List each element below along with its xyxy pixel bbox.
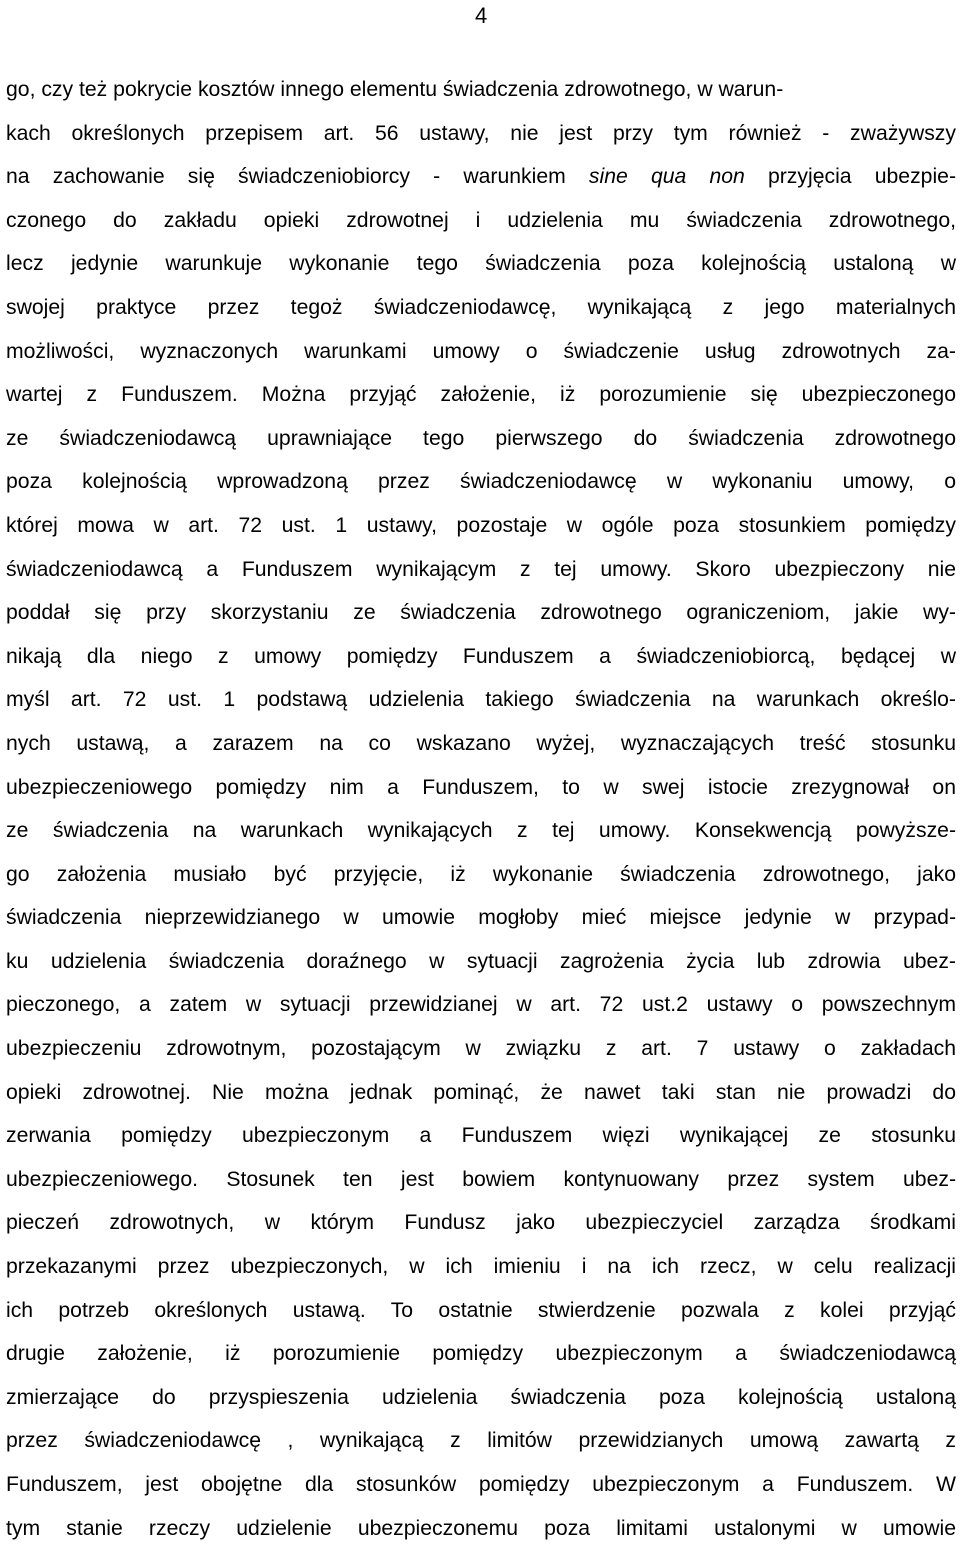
page-number: 4 [475, 3, 488, 28]
text-line: nych ustawą, a zarazem na co wskazano wyżej, wyznaczających treść stosunku [6, 731, 956, 755]
text-line: ku udzielenia świadczenia doraźnego w sytuacji zagrożenia życia lub zdrowia ubez- [6, 949, 956, 973]
text-line: zerwania pomiędzy ubezpieczonym a Funduszem więzi wynikającej ze stosunku [6, 1124, 956, 1148]
text-line: przekazanymi przez ubezpieczonych, w ich imieniu i na ich rzecz, w celu realizacji [6, 1255, 956, 1279]
text-line: czonego do zakładu opieki zdrowotnej i udzielenia mu świadczenia zdrowotnego, [6, 208, 956, 232]
italic-phrase: sine qua non [588, 165, 745, 189]
text-line: kach określonych przepisem art. 56 ustawy, nie jest przy tym również - zważywszy [6, 121, 956, 145]
text-line: go, czy też pokrycie kosztów innego elementu świadczenia zdrowotnego, w warun- [6, 78, 784, 101]
text-line: go założenia musiało być przyjęcie, iż wykonanie świadczenia zdrowotnego, jako [6, 862, 956, 886]
text-line: możliwości, wyznaczonych warunkami umowy o świadczenie usług zdrowotnych za- [6, 339, 956, 363]
text-line: ze świadczenia na warunkach wynikających z tej umowy. Konsekwencją powyższe- [6, 819, 956, 843]
text-line: pieczeń zdrowotnych, w którym Fundusz jako ubezpieczyciel zarządza środkami [6, 1211, 956, 1235]
text-line: ubezpieczeniu zdrowotnym, pozostającym w związku z art. 7 ustawy o zakładach [6, 1037, 956, 1061]
text-line: przez świadczeniodawcę , wynikającą z limitów przewidzianych umową zawartą z [6, 1429, 956, 1453]
document-body [6, 68, 956, 1550]
text-line: ubezpieczeniowego pomiędzy nim a Funduszem, to w swej istocie zrezygnował on [6, 775, 956, 799]
text-line: drugie założenie, iż porozumienie pomiędzy ubezpieczonym a świadczeniodawcą [6, 1342, 956, 1366]
text-segment: na zachowanie się świadczeniobiorcy - warunkiem [6, 165, 589, 189]
text-line: poza kolejnością wprowadzoną przez świadczeniodawcę w wykonaniu umowy, o [6, 470, 956, 494]
text-line: której mowa w art. 72 ust. 1 ustawy, pozostaje w ogóle poza stosunkiem pomiędzy [6, 513, 956, 537]
text-line: tym stanie rzeczy udzielenie ubezpieczonemu poza limitami ustalonymi w umowie [6, 1516, 956, 1540]
text-line: nikają dla niego z umowy pomiędzy Funduszem a świadczeniobiorcą, będącej w [6, 644, 956, 668]
text-line: wartej z Funduszem. Można przyjąć założenie, iż porozumienie się ubezpieczonego [6, 383, 956, 407]
text-line: swojej praktyce przez tegoż świadczeniodawcę, wynikającą z jego materialnych [6, 295, 956, 319]
text-line: ubezpieczeniowego. Stosunek ten jest bowiem kontynuowany przez system ubez- [6, 1167, 956, 1191]
text-line [6, 155, 956, 199]
text-line: świadczenia nieprzewidzianego w umowie mogłoby mieć miejsce jedynie w przypad- [6, 906, 956, 930]
text-line: Funduszem, jest obojętne dla stosunków pomiędzy ubezpieczonym a Funduszem. W [6, 1473, 956, 1496]
text-line: zmierzające do przyspieszenia udzielenia świadczenia poza kolejnością ustaloną [6, 1385, 956, 1409]
text-line: poddał się przy skorzystaniu ze świadczenia zdrowotnego ograniczeniom, jakie wy- [6, 601, 956, 625]
text-line: ze świadczeniodawcą uprawniające tego pierwszego do świadczenia zdrowotnego [6, 426, 956, 450]
text-line: świadczeniodawcą a Funduszem wynikającym z tej umowy. Skoro ubezpieczony nie [6, 557, 956, 581]
text-line: opieki zdrowotnej. Nie można jednak pominąć, że nawet taki stan nie prowadzi do [6, 1080, 956, 1104]
text-line: ich potrzeb określonych ustawą. To ostatnie stwierdzenie pozwala z kolei przyjąć [6, 1298, 956, 1322]
text-line: lecz jedynie warunkuje wykonanie tego świadczenia poza kolejnością ustaloną w [6, 252, 956, 276]
text-segment: przyjęcia ubezpie- [744, 165, 957, 189]
text-line: myśl art. 72 ust. 1 podstawą udzielenia takiego świadczenia na warunkach określo- [6, 688, 956, 712]
text-line: pieczonego, a zatem w sytuacji przewidzianej w art. 72 ust.2 ustawy o powszechnym [6, 993, 956, 1017]
